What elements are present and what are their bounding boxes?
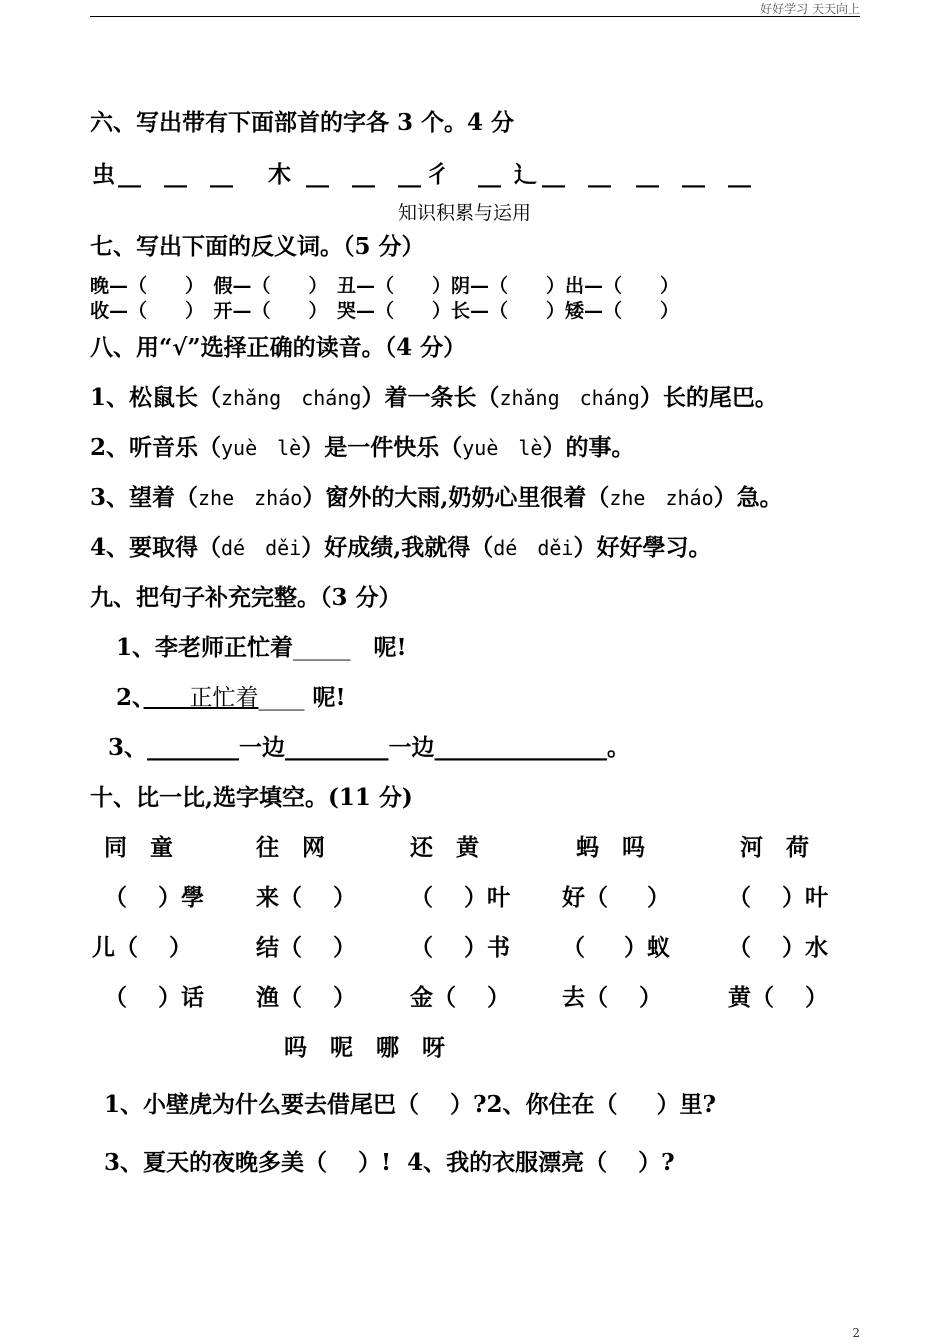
fill-cell: （ ）叶 xyxy=(728,884,829,911)
section9-title: 九、把句子补充完整。（3 分） xyxy=(90,584,402,611)
sentence-1: 1、李老师正忙着_____ 呢! xyxy=(116,634,407,661)
fill-cell: （ ）蚁 xyxy=(562,934,671,961)
blank-line: __ __ xyxy=(542,161,611,188)
word-choices: 吗 呢 哪 呀 xyxy=(284,1034,445,1061)
pinyin-question-4: 4、要取得（dé děi）好成绩,我就得（dé děi）好好學习。 xyxy=(90,534,712,561)
page-number: 2 xyxy=(852,1326,860,1340)
fill-cell: （ ）书 xyxy=(410,934,511,961)
fill-cell: （ ）學 xyxy=(104,884,205,911)
subtitle: 知识积累与运用 xyxy=(398,202,532,224)
fill-cell: （ ）话 xyxy=(104,984,205,1011)
radical-item: 虫 xyxy=(92,161,115,188)
char-pair: 河 荷 xyxy=(740,834,809,861)
pinyin-question-1: 1、松鼠长（zhǎng cháng）着一条长（zhǎng cháng）长的尾巴。 xyxy=(90,384,778,411)
blank-line: __ __ __ xyxy=(306,161,421,188)
sentence-3: 3、________一边_________一边_______________。 xyxy=(108,734,631,761)
blank-line: __ __ __ xyxy=(636,161,751,188)
particle-question-1-2: 1、小壁虎为什么要去借尾巴（ ）?2、你住在（ ）里? xyxy=(104,1091,716,1118)
fill-cell: 金（ ） xyxy=(410,984,511,1011)
antonym-row: 收—（ ） 开—（ ） 哭—（ ）长—（ ）矮—（ ） xyxy=(90,300,680,322)
blank-line: __ xyxy=(478,161,501,188)
fill-cell: 好（ ） xyxy=(562,884,671,911)
section10-title: 十、比一比,选字填空。(11 分) xyxy=(90,784,413,811)
fill-cell: 儿（ ） xyxy=(92,934,193,961)
section8-title: 八、用“√”选择正确的读音。（4 分） xyxy=(90,334,467,361)
radical-item: 木 xyxy=(268,161,291,188)
radical-item: 辶 xyxy=(514,161,537,188)
char-pair: 同 童 xyxy=(104,834,173,861)
pinyin-question-3: 3、望着（zhe zháo）窗外的大雨,奶奶心里很着（zhe zháo）急。 xyxy=(90,484,783,511)
fill-cell: 结（ ） xyxy=(256,934,357,961)
antonym-row: 晚—（ ） 假—（ ） 丑—（ ）阴—（ ）出—（ ） xyxy=(90,275,680,297)
fill-cell: （ ）叶 xyxy=(410,884,511,911)
blank-line: __ __ __ xyxy=(118,161,233,188)
char-pair: 蚂 吗 xyxy=(576,834,645,861)
header-rule xyxy=(90,16,860,17)
fill-cell: 渔（ ） xyxy=(256,984,357,1011)
char-pair: 往 网 xyxy=(256,834,325,861)
fill-cell: 来（ ） xyxy=(256,884,357,911)
pinyin-question-2: 2、听音乐（yuè lè）是一件快乐（yuè lè）的事。 xyxy=(90,434,635,461)
char-pair: 还 黄 xyxy=(410,834,479,861)
sentence-2: 2、 正忙着____ 呢! xyxy=(116,684,346,711)
fill-cell: （ ）水 xyxy=(728,934,829,961)
particle-question-3-4: 3、夏天的夜晚多美（ ）! 4、我的衣服漂亮（ ）? xyxy=(104,1149,675,1176)
section7-title: 七、写出下面的反义词。（5 分） xyxy=(90,233,425,260)
fill-cell: 去（ ） xyxy=(562,984,663,1011)
radical-item: 彳 xyxy=(426,161,449,188)
fill-cell: 黄（ ） xyxy=(728,984,829,1011)
header-motto: 好好学习 天天向上 xyxy=(760,2,860,16)
section6-title: 六、写出带有下面部首的字各 3 个。4 分 xyxy=(90,109,515,136)
